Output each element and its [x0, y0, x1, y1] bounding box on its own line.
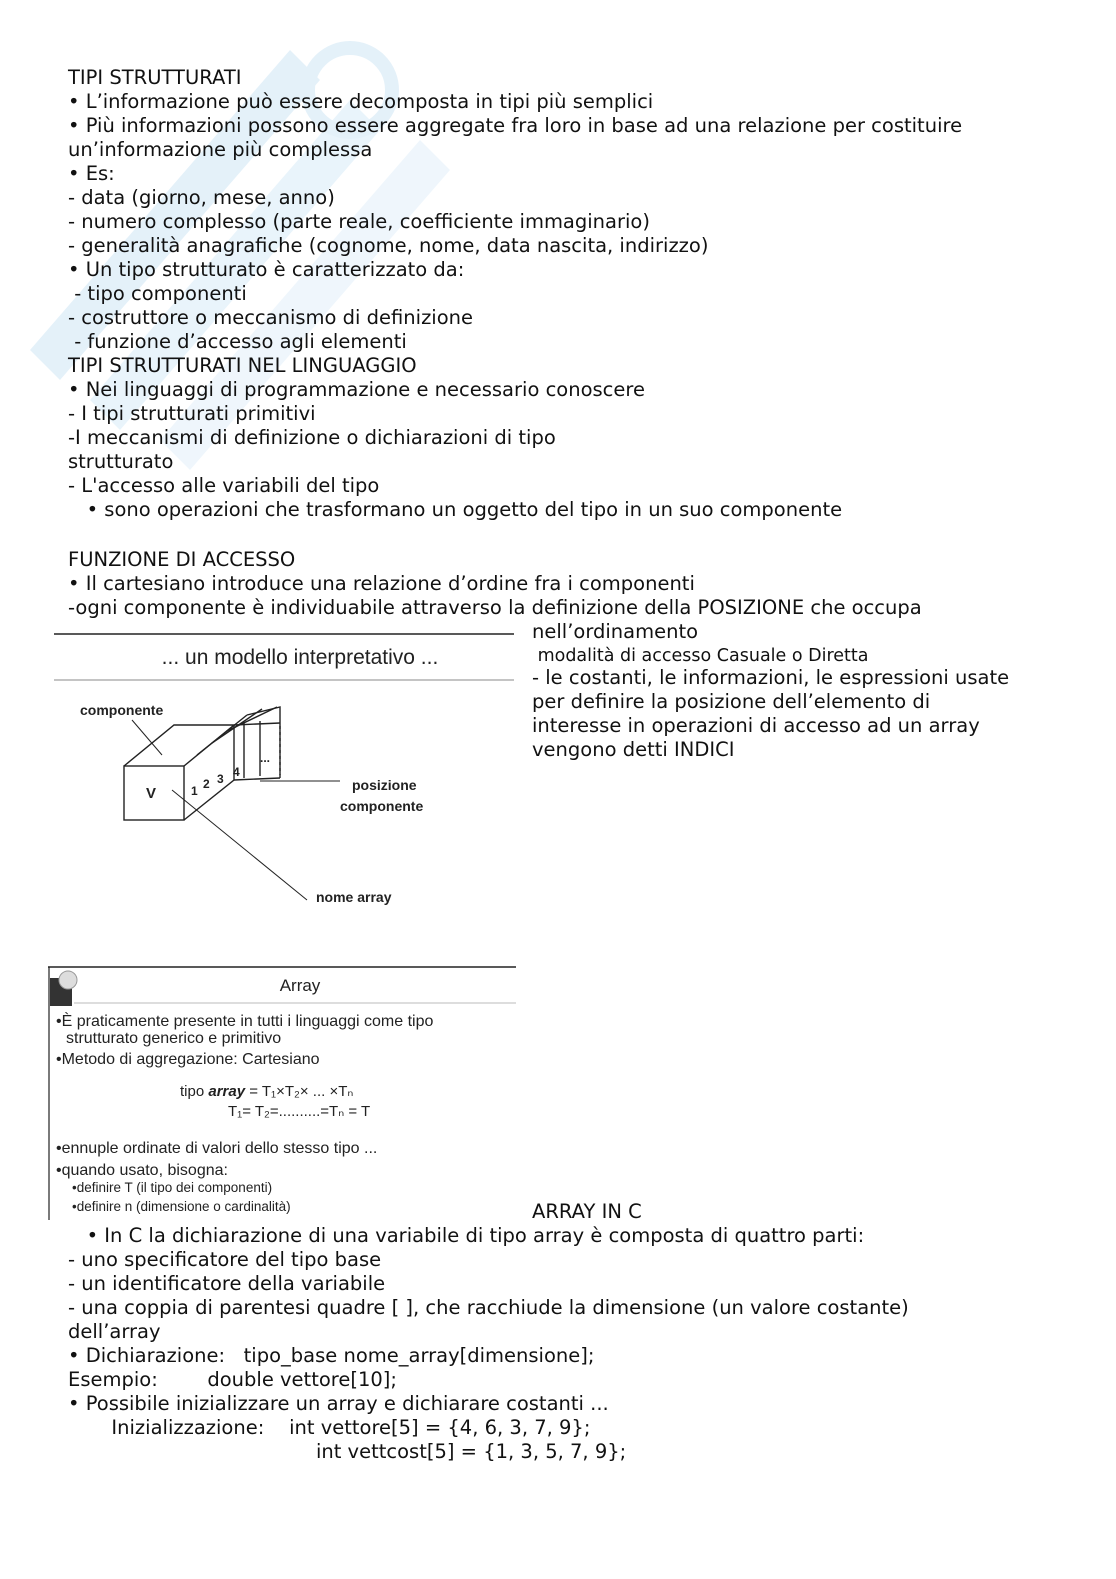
- section1-line: - data (giorno, mese, anno): [68, 186, 335, 209]
- slide-logo-icon: [59, 971, 77, 989]
- section2-line: • sono operazioni che trasformano un oggetto del tipo in un suo componente: [68, 498, 843, 521]
- section2-line: -I meccanismi di definizione o dichiarazioni di tipo: [68, 426, 556, 449]
- slide-bullet: •Metodo di aggregazione: Cartesiano: [56, 1051, 320, 1068]
- array-model-figure: [52, 630, 516, 920]
- section1-line: - costruttore o meccanismo di definizione: [68, 306, 474, 329]
- section4-line: Inizializzazione: int vettore[5] = {4, 6, 3, 7, 9};: [68, 1416, 591, 1439]
- side-line: interesse in operazioni di accesso ad un array: [532, 714, 980, 737]
- formula-rest: = T₁×T₂× ... ×Tₙ: [245, 1083, 354, 1100]
- section1-line: - funzione d’accesso agli elementi: [68, 330, 407, 353]
- cell-4: 4: [233, 765, 240, 779]
- slide-bullet: strutturato generico e primitivo: [66, 1030, 282, 1047]
- section4-line: int vettcost[5] = {1, 3, 5, 7, 9};: [68, 1440, 627, 1463]
- section2-line: • Nei linguaggi di programmazione e necessario conoscere: [68, 378, 645, 401]
- section4-line: • Dichiarazione: tipo_base nome_array[dimensione];: [68, 1344, 595, 1367]
- section1-line: - generalità anagrafiche (cognome, nome, data nascita, indirizzo): [68, 234, 709, 257]
- cell-v: V: [145, 785, 157, 802]
- slide-bullet: •quando usato, bisogna:: [56, 1162, 228, 1179]
- side-line: - le costanti, le informazioni, le espressioni usate: [532, 666, 1010, 689]
- label-posizione: posizione: [352, 777, 417, 793]
- section1-line: • Un tipo strutturato è caratterizzato da:: [68, 258, 465, 281]
- section1-line: - tipo componenti: [68, 282, 247, 305]
- side-line: per definire la posizione dell’elemento di: [532, 690, 931, 713]
- slide-title: Array: [279, 976, 321, 995]
- array-slide-figure: [48, 966, 518, 1220]
- slide-formula-2: T₁= T₂=..........=Tₙ = T: [228, 1103, 371, 1120]
- section3-title: FUNZIONE DI ACCESSO: [68, 548, 296, 571]
- label-componente2: componente: [340, 798, 424, 814]
- section4-line: - uno specificatore del tipo base: [68, 1248, 382, 1271]
- section1-line: • Più informazioni possono essere aggregate fra loro in base ad una relazione per costituire: [68, 114, 963, 137]
- section4-line: - un identificatore della variabile: [68, 1272, 386, 1295]
- section2-line: strutturato: [68, 450, 174, 473]
- cell-2: 2: [203, 777, 210, 791]
- section4-title: ARRAY IN C: [532, 1200, 642, 1223]
- section3-line: -ogni componente è individuabile attraverso la definizione della POSIZIONE che occupa: [68, 596, 922, 619]
- section1-title: TIPI STRUTTURATI: [68, 66, 242, 89]
- section1-line: • L’informazione può essere decomposta in tipi più semplici: [68, 90, 654, 113]
- label-componente: componente: [80, 702, 164, 718]
- figure-title: ... un modello interpretativo ...: [161, 646, 439, 669]
- slide-bullet: •È praticamente presente in tutti i linguaggi come tipo: [56, 1013, 434, 1030]
- section4-line: • In C la dichiarazione di una variabile di tipo array è composta di quattro parti:: [68, 1224, 865, 1247]
- cell-dots: ...: [260, 751, 271, 765]
- slide-subbullet: •definire T (il tipo dei componenti): [72, 1180, 273, 1195]
- formula-bold: array: [208, 1083, 246, 1100]
- cell-3: 3: [217, 772, 224, 786]
- side-line: nell’ordinamento: [532, 620, 699, 643]
- section4-line: - una coppia di parentesi quadre [ ], che racchiude la dimensione (un valore costante): [68, 1296, 909, 1319]
- section4-line: Esempio: double vettore[10];: [68, 1368, 397, 1391]
- section1-line: un’informazione più complessa: [68, 138, 373, 161]
- section2-line: - I tipi strutturati primitivi: [68, 402, 316, 425]
- section1-line: - numero complesso (parte reale, coefficiente immaginario): [68, 210, 650, 233]
- section4-line: dell’array: [68, 1320, 161, 1343]
- slide-formula: [180, 1083, 353, 1100]
- section1-line: • Es:: [68, 162, 115, 185]
- side-line: modalità di accesso Casuale o Diretta: [532, 646, 869, 666]
- section2-title: TIPI STRUTTURATI NEL LINGUAGGIO: [68, 354, 417, 377]
- cell-1: 1: [191, 784, 198, 798]
- side-line: vengono detti INDICI: [532, 738, 735, 761]
- array-boxes-icon: [124, 707, 280, 820]
- section3-line: • Il cartesiano introduce una relazione d’ordine fra i componenti: [68, 572, 695, 595]
- slide-bullet: •ennuple ordinate di valori dello stesso tipo ...: [56, 1140, 378, 1157]
- section4-line: • Possibile inizializzare un array e dichiarare costanti ...: [68, 1392, 609, 1415]
- section2-line: - L'accesso alle variabili del tipo: [68, 474, 380, 497]
- formula-prefix: tipo: [180, 1083, 209, 1100]
- label-nome-array: nome array: [316, 889, 392, 905]
- slide-subbullet: •definire n (dimensione o cardinalità): [72, 1199, 291, 1214]
